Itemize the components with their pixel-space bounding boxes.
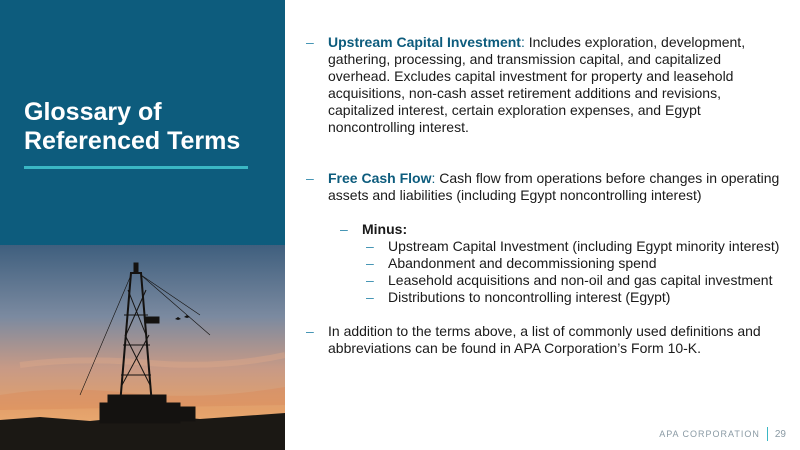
dash-bullet: – [366,238,374,254]
footer-divider [767,427,768,441]
term-free-cash-flow: Free Cash Flow [328,170,432,186]
slide-title: Glossary of Referenced Terms [24,98,241,155]
minus-item [306,255,784,272]
glossary-content [306,34,784,357]
glossary-note [306,323,784,357]
minus-item-text: Distributions to noncontrolling interest (Egypt) [388,289,671,305]
dash-bullet: – [366,272,374,288]
glossary-item-fcf [306,170,784,204]
term-upstream-capital: Upstream Capital Investment [328,34,521,50]
title-block [0,0,285,245]
dash-bullet: – [306,323,314,339]
dash-bullet: – [306,34,314,50]
minus-item-text: Upstream Capital Investment (including Egypt minority interest) [388,238,780,254]
minus-label: Minus: [362,221,408,237]
minus-item-text: Abandonment and decommissioning spend [388,255,657,271]
term-colon: : [520,34,525,50]
title-underline [24,166,248,169]
left-panel [0,0,285,450]
dash-bullet: – [306,170,314,186]
minus-heading [306,221,784,238]
company-name: APA CORPORATION [659,429,760,439]
minus-item [306,289,784,306]
dash-bullet: – [366,255,374,271]
glossary-item-upstream [306,34,784,136]
minus-item [306,238,784,255]
term-colon: : [431,170,436,186]
page-number: 29 [774,428,786,440]
dash-bullet: – [340,221,348,237]
slide-footer [659,427,786,441]
drilling-rig-photo [0,245,285,450]
minus-item [306,272,784,289]
minus-item-text: Leasehold acquisitions and non-oil and gas capital investment [388,272,773,288]
note-text: In addition to the terms above, a list of commonly used definitions and abbreviations can be found in APA Corporation’s Form 10-K. [328,323,761,356]
definition-upstream-capital: Includes exploration, development, gathering, processing, and transmission capital, and capitalized overhead. Excludes capital investment for property and leasehold acquisitions, non-cash asset retirement additions and revisions, capitalized interest, certain exploration expenses, and Egypt noncontrolling interest. [328,34,746,135]
dash-bullet: – [366,289,374,305]
definition-free-cash-flow: Cash flow from operations before changes in operating assets and liabilities (including Egypt noncontrolling interest) [328,170,780,203]
